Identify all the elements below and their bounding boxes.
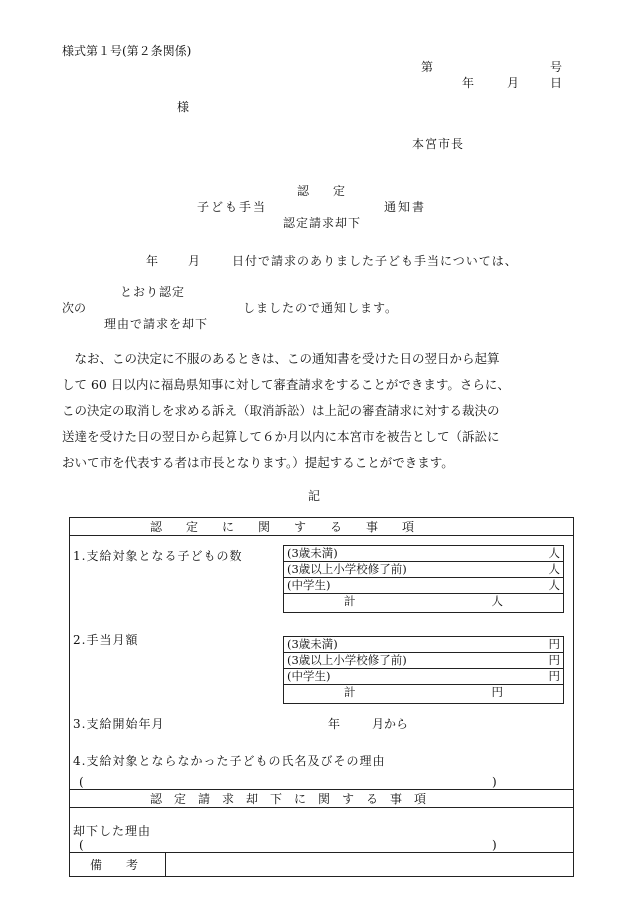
title-option-top: 認 定 bbox=[297, 184, 346, 198]
item4-label: 4.支給対象とならなかった子どもの氏名及びその理由 bbox=[73, 754, 386, 768]
issuer: 本宮市長 bbox=[412, 137, 465, 151]
doc-number-prefix: 第 bbox=[421, 60, 434, 74]
body-option-bottom: 理由で請求を却下 bbox=[104, 317, 209, 331]
item1-label: 1.支給対象となる子どもの数 bbox=[73, 549, 243, 563]
remarks-divider bbox=[165, 852, 166, 877]
ki-label: 記 bbox=[308, 489, 321, 503]
table-row bbox=[284, 578, 563, 594]
total-label: 計 bbox=[344, 685, 356, 699]
rejection-reason-label: 却下した理由 bbox=[73, 824, 152, 838]
title-right: 通知書 bbox=[384, 200, 427, 214]
section-rejection-header: 認 定 請 求 却 下 に 関 す る 事 項 bbox=[150, 792, 427, 806]
table-row bbox=[284, 562, 563, 578]
total-unit: 円 bbox=[491, 685, 503, 699]
monthly-amount-table bbox=[283, 636, 564, 704]
notice-line: おいて市を代表する者は市長となります。）提起することができます。 bbox=[62, 455, 454, 470]
item3-label: 3.支給開始年月 bbox=[73, 717, 165, 731]
rejection-paren-close: ) bbox=[492, 838, 497, 852]
notice-line: して 60 日以内に福島県知事に対して審査請求をすることができます。さらに、 bbox=[62, 377, 510, 392]
form-number: 様式第１号(第２条関係) bbox=[62, 44, 192, 58]
doc-number-suffix: 号 bbox=[550, 60, 563, 74]
date-year: 年 bbox=[462, 76, 475, 90]
children-count-table bbox=[283, 545, 564, 613]
body-line2-left: 次の bbox=[62, 301, 87, 315]
notice-paragraph bbox=[62, 346, 577, 476]
item4-paren-open: ( bbox=[79, 775, 84, 789]
date-month: 月 bbox=[507, 76, 520, 90]
table-row bbox=[284, 653, 563, 669]
table-rule bbox=[69, 789, 574, 790]
item4-paren-close: ) bbox=[492, 775, 497, 789]
date-day: 日 bbox=[550, 76, 563, 90]
body-option-top: とおり認定 bbox=[120, 285, 186, 299]
title-left: 子ども手当 bbox=[197, 200, 268, 214]
total-label: 計 bbox=[344, 594, 356, 608]
notice-line: この決定の取消しを求める訴え（取消訴訟）は上記の審査請求に対する裁決の bbox=[62, 403, 500, 418]
table-row bbox=[284, 637, 563, 653]
section-certification-header: 認 定 に 関 す る 事 項 bbox=[150, 520, 415, 534]
title-option-bottom: 認定請求却下 bbox=[283, 216, 362, 230]
total-unit: 人 bbox=[491, 594, 503, 608]
row-label: (中学生) bbox=[287, 669, 331, 683]
table-rule bbox=[69, 535, 574, 536]
body-line2-right: しましたので通知します。 bbox=[243, 301, 399, 315]
row-unit: 人 bbox=[548, 562, 560, 576]
row-label: (中学生) bbox=[287, 578, 331, 592]
item3-month: 月から bbox=[372, 717, 409, 731]
item2-label: 2.手当月額 bbox=[73, 633, 139, 647]
row-unit: 円 bbox=[548, 669, 560, 683]
body-year: 年 bbox=[146, 254, 159, 268]
row-unit: 円 bbox=[548, 653, 560, 667]
table-row bbox=[284, 669, 563, 685]
row-label: (3歳以上小学校修了前) bbox=[287, 653, 407, 667]
row-unit: 人 bbox=[548, 546, 560, 560]
row-label: (3歳以上小学校修了前) bbox=[287, 562, 407, 576]
rejection-paren-open: ( bbox=[79, 838, 84, 852]
body-line1: 日付で請求のありました子ども手当については、 bbox=[232, 254, 518, 268]
row-unit: 人 bbox=[548, 578, 560, 592]
row-unit: 円 bbox=[548, 637, 560, 651]
row-label: (3歳未満) bbox=[287, 637, 338, 651]
notice-line: 送達を受けた日の翌日から起算して６か月以内に本宮市を被告として（訴訟に bbox=[62, 429, 500, 444]
table-row-total bbox=[284, 685, 563, 701]
notice-line: なお、この決定に不服のあるときは、この通知書を受けた日の翌日から起算 bbox=[62, 351, 500, 366]
item3-year: 年 bbox=[328, 717, 341, 731]
body-month: 月 bbox=[188, 254, 201, 268]
table-rule bbox=[69, 807, 574, 808]
row-label: (3歳未満) bbox=[287, 546, 338, 560]
remarks-label: 備 考 bbox=[90, 858, 139, 872]
table-row bbox=[284, 546, 563, 562]
table-rule bbox=[69, 852, 574, 853]
addressee-suffix: 様 bbox=[177, 100, 190, 114]
table-row-total bbox=[284, 594, 563, 610]
